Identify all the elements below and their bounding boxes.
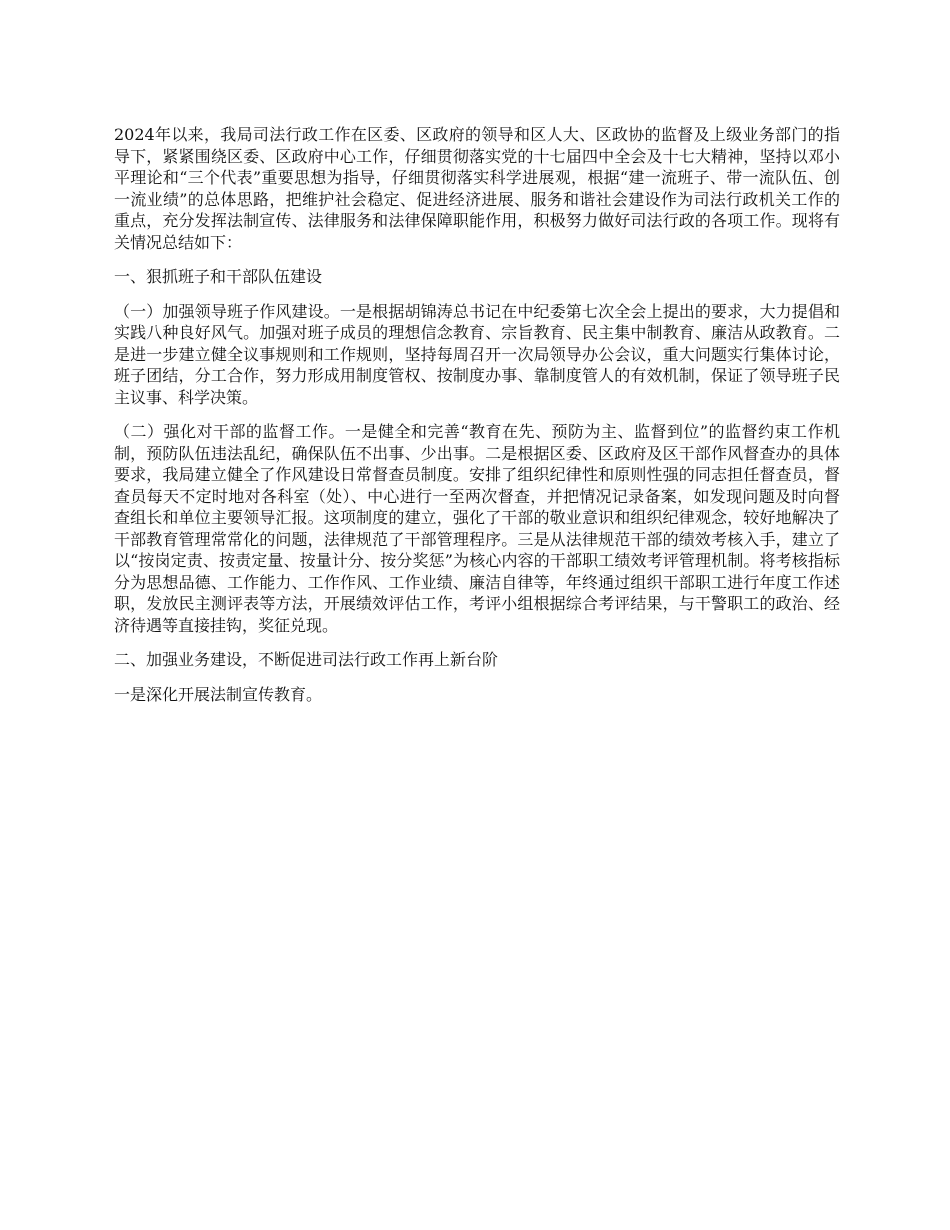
section-heading-2: 二、加强业务建设，不断促进司法行政工作再上新台阶 bbox=[114, 650, 499, 669]
intro-paragraph: 2024年以来，我局司法行政工作在区委、区政府的领导和区人大、区政协的监督及上级业务部门的指导下，紧紧围绕区委、区政府中心工作，仔细贯彻落实党的十七届四中全会及十七大精神，坚持以邓小平理论和“三个代表”重要思想为指导，仔细贯彻落实科学进展观，根据“建一流班子、带一流队伍、创一流业绩”的总体思路，把维护社会稳定、促进经济进展、服务和谐社会建设作为司法行政机关工作的重点，充分发挥法制宣传、法律服务和法律保障职能作用，积极努力做好司法行政的各项工作。现将有关情况总结如下： bbox=[114, 125, 840, 252]
subsection-paragraph-1: （一）加强领导班子作风建设。一是根据胡锦涛总书记在中纪委第七次全会上提出的要求，大力提倡和实践八种良好风气。加强对班子成员的理想信念教育、宗旨教育、民主集中制教育、廉洁从政教育。二是进一步建立健全议事规则和工作规则，坚持每周召开一次局领导办公会议，重大问题实行集体讨论，班子团结，分工合作，努力形成用制度管权、按制度办事、靠制度管人的有效机制，保证了领导班子民主议事、科学决策。 bbox=[114, 301, 840, 407]
section-heading-1: 一、狠抓班子和干部队伍建设 bbox=[114, 267, 323, 286]
item-paragraph-1: 一是深化开展法制宣传教育。 bbox=[114, 684, 323, 704]
document-body bbox=[114, 124, 840, 718]
subsection-paragraph-2: （二）强化对干部的监督工作。一是健全和完善“教育在先、预防为主、监督到位”的监督约束工作机制，预防队伍违法乱纪，确保队伍不出事、少出事。二是根据区委、区政府及区干部作风督查办的具体要求，我局建立健全了作风建设日常督查员制度。安排了组织纪律性和原则性强的同志担任督查员，督查员每天不定时地对各科室（处）、中心进行一至两次督查，并把情况记录备案，如发现问题及时向督查组长和单位主要领导汇报。这项制度的建立，强化了干部的敬业意识和组织纪律观念，较好地解决了干部教育管理常常化的问题，法律规范了干部管理程序。三是从法律规范干部的绩效考核入手，建立了以“按岗定责、按责定量、按量计分、按分奖惩”为核心内容的干部职工绩效考评管理机制。将考核指标分为思想品德、工作能力、工作作风、工作业绩、廉洁自律等，年终通过组织干部职工进行年度工作述职，发放民主测评表等方法，开展绩效评估工作，考评小组根据综合考评结果，与干警职工的政治、经济待遇等直接挂钩，奖征兑现。 bbox=[114, 422, 840, 635]
